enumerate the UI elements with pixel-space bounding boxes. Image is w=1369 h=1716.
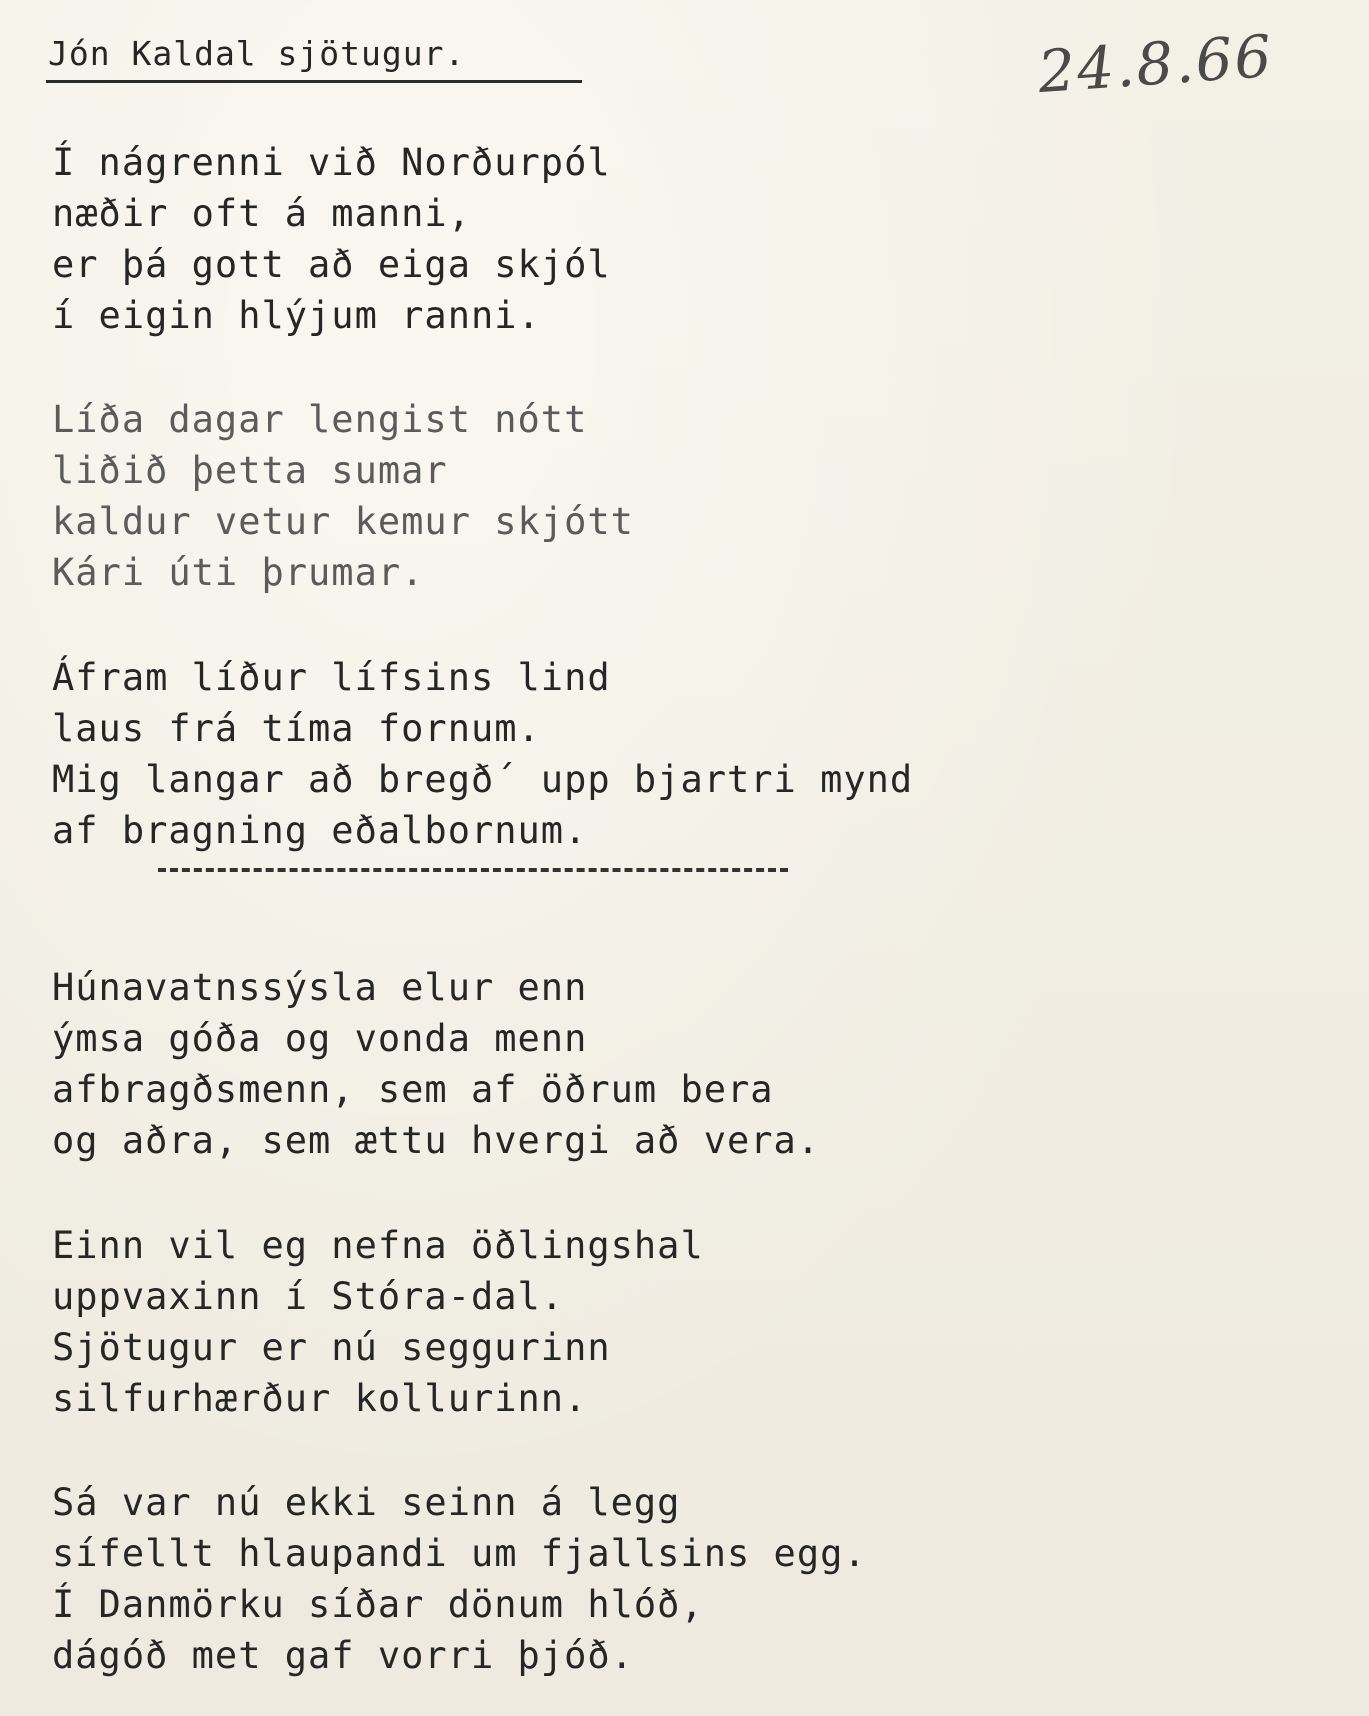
poem-line: Áfram líður lífsins lind <box>52 656 611 699</box>
stanza-6 <box>52 1477 867 1681</box>
poem-line: næðir oft á manni, <box>52 192 471 235</box>
poem-line: afbragðsmenn, sem af öðrum bera <box>52 1068 774 1111</box>
poem-line: Sjötugur er nú seggurinn <box>52 1326 611 1369</box>
stanza-5 <box>52 1220 704 1424</box>
poem-line: Í Danmörku síðar dönum hlóð, <box>52 1583 704 1626</box>
stanza-3 <box>52 652 913 856</box>
poem-line: Kári úti þrumar. <box>52 551 425 594</box>
poem-line: sífellt hlaupandi um fjallsins egg. <box>52 1532 867 1575</box>
handwritten-date: 24.8.66 <box>1035 21 1276 107</box>
poem-line: Húnavatnssýsla elur enn <box>52 966 588 1009</box>
stanza-1 <box>52 137 611 341</box>
poem-line: laus frá tíma fornum. <box>52 707 541 750</box>
poem-line: Sá var nú ekki seinn á legg <box>52 1481 681 1524</box>
stanza-4 <box>52 962 820 1166</box>
title-underline <box>46 80 582 83</box>
poem-line: uppvaxinn í Stóra-dal. <box>52 1275 565 1318</box>
poem-line: Mig langar að bregð´ upp bjartri mynd <box>52 758 914 801</box>
poem-line: kaldur vetur kemur skjótt <box>52 500 634 543</box>
poem-line: dágóð met gaf vorri þjóð. <box>52 1634 634 1677</box>
poem-line: liðið þetta sumar <box>52 449 448 492</box>
poem-line: í eigin hlýjum ranni. <box>52 294 541 337</box>
dashed-divider <box>158 868 788 872</box>
poem-line: og aðra, sem ættu hvergi að vera. <box>52 1119 821 1162</box>
poem-line: er þá gott að eiga skjól <box>52 243 611 286</box>
poem-line: Einn vil eg nefna öðlingshal <box>52 1224 704 1267</box>
poem-line: Í nágrenni við Norðurpól <box>52 141 611 184</box>
stanza-2 <box>52 394 634 598</box>
poem-line: ýmsa góða og vonda menn <box>52 1017 588 1060</box>
poem-line: Líða dagar lengist nótt <box>52 398 588 441</box>
poem-line: af bragning eðalbornum. <box>52 809 588 852</box>
poem-title: Jón Kaldal sjötugur. <box>48 34 466 73</box>
poem-line: silfurhærður kollurinn. <box>52 1377 588 1420</box>
